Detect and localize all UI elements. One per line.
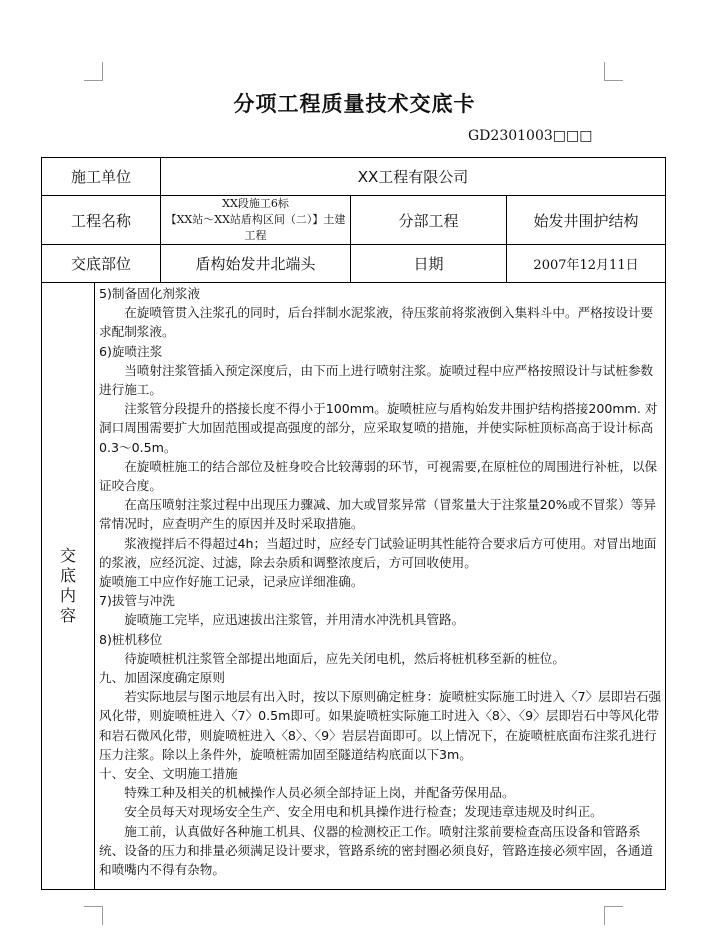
disclosure-content-label	[42, 283, 95, 890]
content-paragraph: 在旋喷桩施工的结合部位及桩身咬合比较薄弱的环节，可视需要,在原桩位的周围进行补桩，以保证咬合度。	[99, 458, 658, 494]
date-value: 2007年12月11日	[507, 245, 666, 283]
page-title: 分项工程质量技术交底卡	[233, 91, 476, 116]
subproject-value: 始发井围护结构	[507, 196, 666, 245]
project-name-label: 工程名称	[42, 196, 161, 245]
content-label-char: 交	[59, 546, 76, 565]
disclosure-location-value: 盾构始发井北端头	[161, 245, 351, 283]
content-paragraph: 在高压喷射注浆过程中出现压力骤减、加大或冒浆异常（冒浆量大于注浆量20%或不冒浆）等异常情况时，应查明产生的原因并及时采取措施。	[99, 497, 656, 532]
content-paragraph: 6)旋喷注浆	[99, 343, 163, 359]
content-paragraph: 施工前，认真做好各种施工机具、仪器的检测校正工作。喷射注浆前要检查高压设备和管路系统、设备的压力和排量必须满足设计要求，管路系统的密封圈必须良好，管路连接必须牢固，各通道和喷嘴内不得有杂物。	[99, 823, 654, 878]
row-project-name	[42, 196, 666, 245]
content-paragraph: 旋喷施工完毕，应迅速拔出注浆管，并用清水冲洗机具管路。	[124, 612, 465, 628]
content-paragraph: 旋喷施工中应作好施工记录，记录应详细准确。	[99, 574, 364, 590]
content-paragraph: 8)桩机移位	[99, 631, 163, 647]
crop-mark-bottom-right	[604, 906, 623, 925]
disclosure-content-body	[95, 283, 666, 890]
date-label: 日期	[351, 245, 507, 283]
content-paragraph: 特殊工种及相关的机械操作人员必须全部持证上岗，并配备劳保用品。	[124, 785, 515, 801]
content-paragraph: 5)制备固化剂浆液	[99, 286, 201, 301]
content-paragraph: 待旋喷桩机注浆管全部提出地面后，应先关闭电机，然后将桩机移至新的桩位。	[124, 650, 565, 666]
project-name-line-2: 【XX站～XX站盾构区间（二）】土建工程	[165, 213, 346, 242]
crop-mark-top-left	[84, 62, 103, 81]
crop-mark-top-right	[604, 62, 623, 81]
crop-mark-bottom-left	[84, 906, 103, 925]
content-paragraph: 九、加固深度确定原则	[99, 670, 225, 686]
content-paragraph: 7)拔管与冲洗	[99, 593, 175, 609]
content-label-char: 底	[59, 566, 76, 585]
project-name-line-1: XX段施工6标	[222, 197, 289, 210]
content-paragraph: 十、安全、文明施工措施	[99, 766, 238, 782]
content-paragraph: 若实际地层与图示地层有出入时，按以下原则确定桩身：旋喷桩实际施工时进入〈7〉层即岩石强风化带，则旋喷桩进入〈7〉0.5m即可。如果旋喷桩实际施工时进入〈8〉、〈9〉层即岩石中等风化带和岩石微风化带，则旋喷桩进入〈8〉、〈9〉岩层岩面即可。以上情况下，在旋喷桩底面布注浆孔进行压力注浆。除以上条件外，旋喷桩需加固至隧道结构底面以下3m。	[99, 689, 662, 762]
document-number: GD2301003□□□	[468, 128, 593, 144]
content-paragraph: 在旋喷管贯入注浆孔的同时，后台拌制水泥浆液，待压浆前将浆液倒入集料斗中。严格按设计要求配制浆液。	[99, 305, 654, 340]
disclosure-card-table	[41, 157, 666, 890]
row-disclosure-content	[42, 283, 666, 890]
project-name-value	[161, 196, 351, 245]
content-label-char: 容	[59, 606, 76, 625]
row-construction-unit	[42, 158, 666, 196]
disclosure-location-label: 交底部位	[42, 245, 161, 283]
content-paragraph: 浆液搅拌后不得超过4h；当超过时，应经专门试验证明其性能符合要求后方可使用。对冒出地面的浆液，应经沉淀、过滤，除去杂质和调整浓度后，方可回收使用。	[99, 535, 657, 570]
row-disclosure-location	[42, 245, 666, 283]
content-paragraph: 当喷射注浆管插入预定深度后，由下而上进行喷射注浆。旋喷过程中应严格按照设计与试桩参数进行施工。	[99, 362, 654, 398]
content-paragraph: 注浆管分段提升的搭接长度不得小于100mm。旋喷桩应与盾构始发井围护结构搭接200mm. 对洞口周围需要扩大加固范围或提高强度的部分，应采取复喷的措施，并使实际桩顶标高高于设计标高0.3～0.5m。	[99, 401, 658, 455]
content-label-char: 内	[59, 586, 76, 605]
construction-unit-label: 施工单位	[42, 158, 161, 196]
construction-unit-value: XX工程有限公司	[161, 158, 666, 196]
subproject-label: 分部工程	[351, 196, 507, 245]
content-paragraph: 安全员每天对现场安全生产、安全用电和机具操作进行检查；发现违章违规及时纠正。	[124, 804, 603, 820]
